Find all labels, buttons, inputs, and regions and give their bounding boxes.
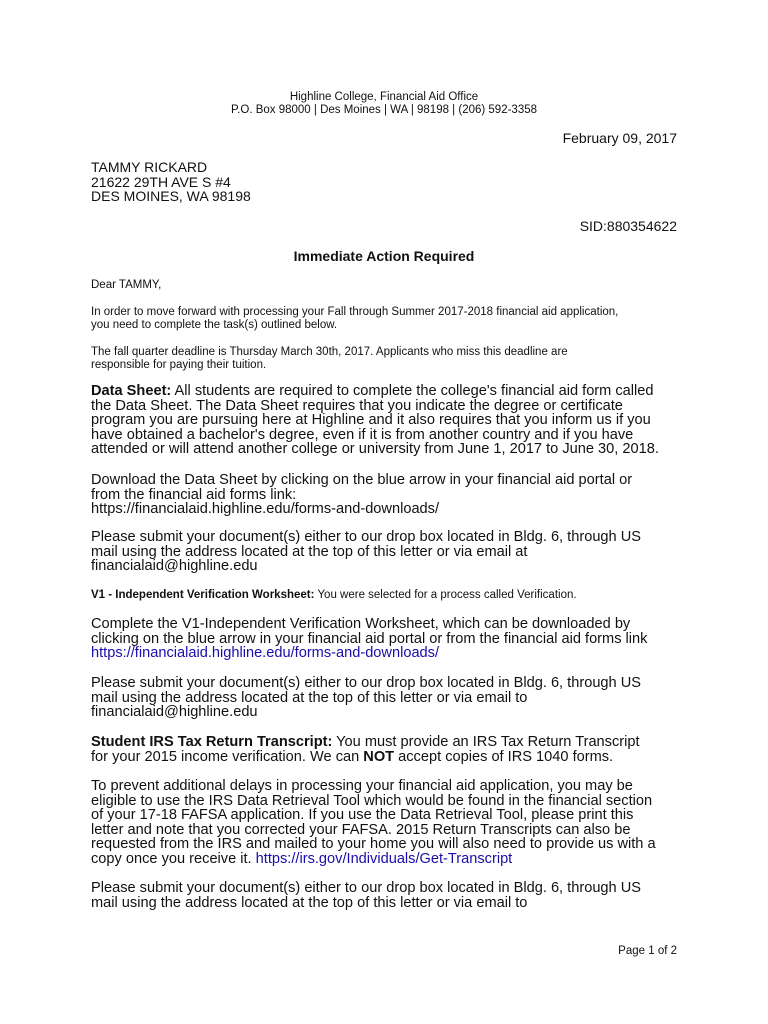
page-number: Page 1 of 2 <box>618 945 677 957</box>
letterhead-office: Highline College, Financial Aid Office <box>289 91 479 103</box>
irs-text: for your 2015 income verification. We can <box>91 748 364 765</box>
data-sheet-paragraph <box>91 384 691 457</box>
deadline-paragraph <box>91 346 691 371</box>
intro-line: In order to move forward with processing your Fall through Summer 2017-2018 financial aid application, <box>91 306 619 318</box>
submit-text: mail using the address located at the top of this letter or via email at <box>91 543 528 560</box>
recipient-name: TAMMY RICKARD <box>91 159 208 175</box>
page-title: Immediate Action Required <box>293 248 475 264</box>
submit-text: Please submit your document(s) either to our drop box located in Bldg. 6, through US <box>91 880 641 896</box>
irs-not-emphasis: NOT <box>363 748 395 765</box>
submit-text: Please submit your document(s) either to our drop box located in Bldg. 6, through US <box>91 675 641 691</box>
v1-label: V1 - Independent Verification Worksheet: <box>91 589 315 601</box>
data-sheet-text: program you are pursuing here at Highline and it also requires that you inform us if you <box>91 412 651 429</box>
prevent-text: letter and note that you corrected your FAFSA. 2015 Return Transcripts can also be <box>91 821 631 838</box>
download-paragraph <box>91 473 691 517</box>
deadline-line: The fall quarter deadline is Thursday March 30th, 2017. Applicants who miss this deadline are <box>91 346 568 358</box>
irs-paragraph <box>91 735 691 764</box>
data-sheet-text: All students are required to complete the college's financial aid form called <box>171 383 654 399</box>
v1-complete-paragraph <box>91 617 691 661</box>
data-sheet-text: the Data Sheet. The Data Sheet requires that you indicate the degree or certificate <box>91 397 623 414</box>
recipient-street: 21622 29TH AVE S #4 <box>91 173 231 190</box>
letterhead-address: P.O. Box 98000 | Des Moines | WA | 98198 | (206) 592-3358 <box>230 103 538 116</box>
submit-text: mail using the address located at the top of this letter or via email to <box>91 894 528 911</box>
download-text: from the financial aid forms link: <box>91 486 297 503</box>
deadline-line: responsible for paying their tuition. <box>91 358 267 371</box>
prevent-text: copy once you receive it. <box>91 850 256 867</box>
data-sheet-label: Data Sheet: <box>91 383 172 399</box>
submit-paragraph-1 <box>91 530 691 574</box>
letter-date: February 09, 2017 <box>562 130 677 146</box>
salutation: Dear TAMMY, <box>91 279 162 291</box>
irs-transcript-link[interactable]: https://irs.gov/Individuals/Get-Transcript <box>255 850 513 867</box>
submit-text: mail using the address located at the top of this letter or via email to <box>91 689 528 706</box>
v1-complete-text: Complete the V1-Independent Verification Worksheet, which can be downloaded by <box>91 616 631 632</box>
submit-paragraph-2 <box>91 676 691 720</box>
irs-text: accept copies of IRS 1040 forms. <box>394 748 614 765</box>
prevent-paragraph <box>91 779 691 867</box>
intro-line: you need to complete the task(s) outlined below. <box>91 318 338 331</box>
irs-label: Student IRS Tax Return Transcript: <box>91 734 333 750</box>
v1-text: You were selected for a process called Verification. <box>314 589 577 601</box>
forms-url-text: https://financialaid.highline.edu/forms-and-downloads/ <box>91 501 440 518</box>
student-id: SID:880354622 <box>579 218 677 234</box>
download-text: Download the Data Sheet by clicking on the blue arrow in your financial aid portal or <box>91 472 633 488</box>
letterhead <box>0 91 768 116</box>
prevent-text: eligible to use the IRS Data Retrieval Tool which would be found in the financial section <box>91 792 653 809</box>
intro-paragraph <box>91 306 691 331</box>
v1-paragraph <box>91 589 691 602</box>
email-text: financialaid@highline.edu <box>91 704 258 721</box>
email-text: financialaid@highline.edu <box>91 558 258 575</box>
forms-download-link[interactable]: https://financialaid.highline.edu/forms-and-downloads/ <box>91 645 440 662</box>
recipient-address <box>91 160 251 204</box>
recipient-city: DES MOINES, WA 98198 <box>91 188 251 204</box>
submit-paragraph-3 <box>91 881 691 910</box>
data-sheet-text: have obtained a bachelor's degree, even if it is from another country and if you have <box>91 426 634 443</box>
prevent-text: of your 17-18 FAFSA application. If you use the Data Retrieval Tool, please print this <box>91 807 634 824</box>
data-sheet-text: attended or will attend another college or university from June 1, 2017 to June 30, 2018. <box>91 441 659 458</box>
prevent-text: requested from the IRS and mailed to your home you will also need to provide us with a <box>91 836 656 853</box>
submit-text: Please submit your document(s) either to our drop box located in Bldg. 6, through US <box>91 529 641 545</box>
irs-text: You must provide an IRS Tax Return Transcript <box>332 734 640 750</box>
v1-complete-text: clicking on the blue arrow in your financial aid portal or from the financial aid forms link <box>91 630 648 647</box>
prevent-text: To prevent additional delays in processing your financial aid application, you may be <box>91 778 633 794</box>
